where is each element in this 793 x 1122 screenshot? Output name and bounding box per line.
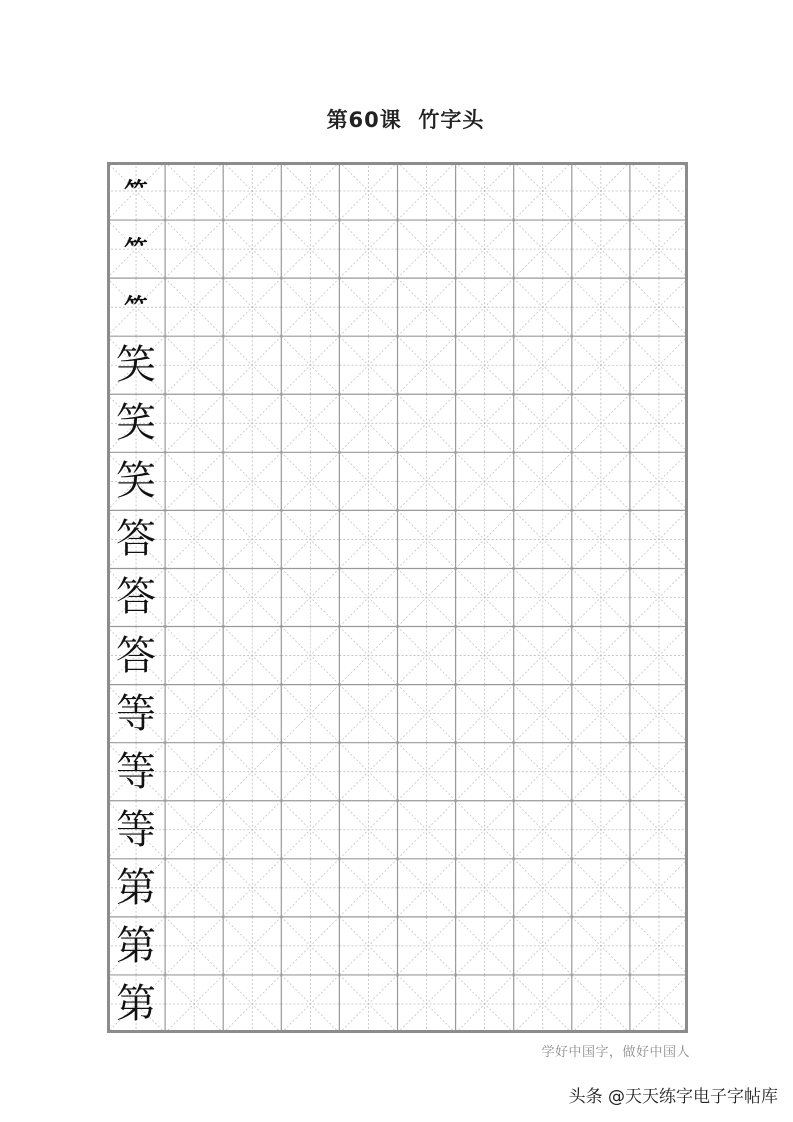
model-character: 第 (116, 980, 156, 1027)
model-character: 第 (116, 864, 156, 911)
model-character: 等 (116, 748, 156, 795)
model-character: 笑 (116, 400, 156, 447)
model-character: ⺮ (124, 234, 148, 264)
footer-slogan: 学好中国字，做好中国人 (541, 1045, 690, 1060)
page-title: 第60课 竹字头 (326, 108, 485, 132)
model-character: ⺮ (124, 176, 148, 205)
watermark-text: 头条 @天天练字电子字帖库 (568, 1087, 778, 1107)
model-character: 答 (116, 632, 156, 679)
model-character: ⺮ (124, 292, 148, 322)
model-character: 笑 (116, 342, 156, 389)
grid-lines (107, 162, 688, 1033)
model-character: 第 (116, 922, 156, 969)
practice-grid (107, 162, 688, 1033)
model-character: 等 (116, 806, 156, 853)
model-character: 等 (116, 690, 156, 737)
model-character: 答 (116, 574, 156, 621)
model-character-column (107, 162, 165, 1033)
model-character: 笑 (116, 458, 156, 505)
model-character: 答 (116, 516, 156, 563)
